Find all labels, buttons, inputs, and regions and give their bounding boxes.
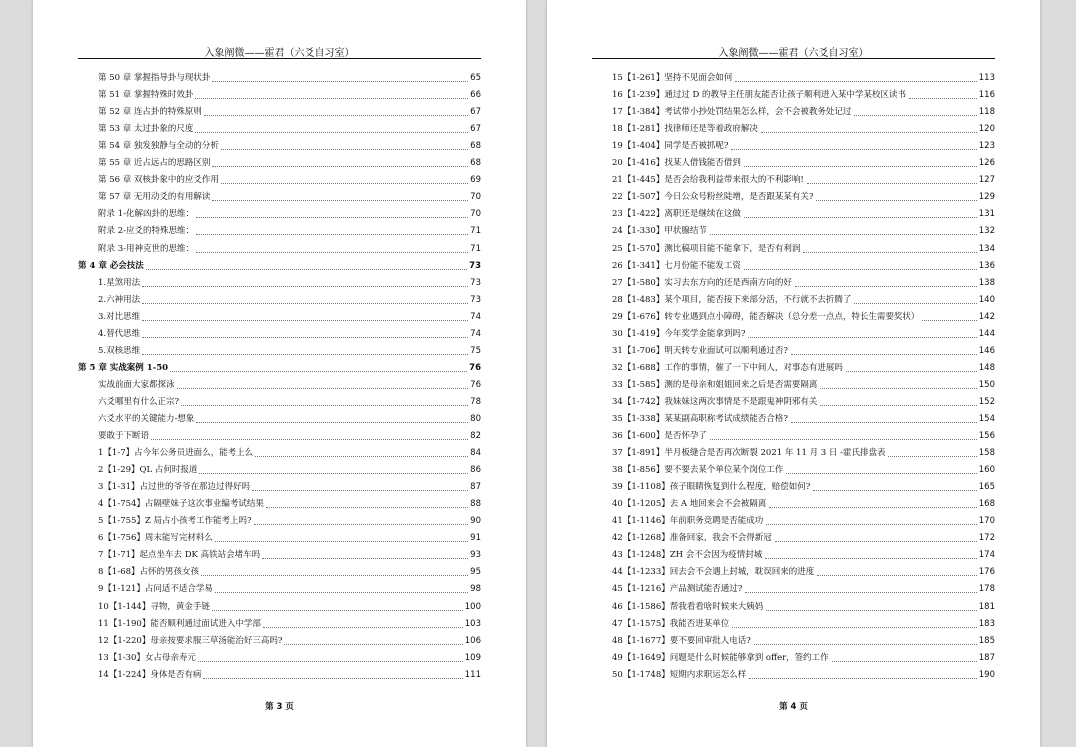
toc-dot-leader bbox=[195, 132, 468, 133]
toc-entry[interactable] bbox=[78, 425, 481, 442]
toc-entry[interactable] bbox=[592, 442, 995, 459]
toc-dot-leader bbox=[769, 507, 976, 508]
toc-entry-page-number: 66 bbox=[470, 90, 481, 101]
toc-entry[interactable] bbox=[592, 578, 995, 595]
toc-dot-leader bbox=[745, 592, 976, 593]
toc-entry[interactable] bbox=[592, 220, 995, 237]
toc-entry-page-number: 67 bbox=[470, 107, 481, 118]
toc-entry-page-number: 68 bbox=[470, 141, 481, 152]
toc-entry[interactable] bbox=[592, 67, 995, 84]
page-header: 入象阐微——霍君（六爻自习室） bbox=[204, 48, 355, 59]
toc-entry-title: 7【1-71】起点坐车去 DK 高铁站会堵车吗 bbox=[98, 550, 261, 561]
toc-dot-leader bbox=[204, 115, 468, 116]
toc-dot-leader bbox=[177, 388, 469, 389]
toc-dot-leader bbox=[221, 183, 468, 184]
toc-entry-page-number: 73 bbox=[470, 277, 481, 288]
toc-entry[interactable] bbox=[78, 220, 481, 237]
toc-entry-title: 1【1-7】占今年公务员进面么，能考上么 bbox=[98, 448, 254, 459]
toc-entry-page-number: 67 bbox=[470, 124, 481, 135]
toc-entry-title: 21【1-445】是否会给我利益带来很大的不利影响! bbox=[612, 175, 804, 186]
toc-entry-page-number: 148 bbox=[978, 362, 995, 373]
toc-entry-page-number: 168 bbox=[978, 499, 995, 510]
toc-entry[interactable] bbox=[78, 561, 481, 578]
toc-entry-page-number: 75 bbox=[470, 345, 481, 356]
toc-entry[interactable] bbox=[592, 630, 995, 647]
toc-entry[interactable] bbox=[78, 237, 481, 254]
toc-entry-page-number: 144 bbox=[978, 328, 995, 339]
toc-entry-title: 36【1-600】是否怀孕了 bbox=[612, 431, 707, 442]
toc-entry-page-number: 70 bbox=[470, 192, 481, 203]
toc-dot-leader bbox=[922, 320, 976, 321]
toc-dot-leader bbox=[854, 303, 976, 304]
toc-entry-page-number: 70 bbox=[470, 209, 481, 220]
toc-dot-leader bbox=[146, 269, 467, 270]
toc-dot-leader bbox=[252, 490, 468, 491]
toc-entry-title: 49【1-1649】问题是什么时候能够拿到 offer，签约工作 bbox=[612, 652, 829, 663]
toc-entry-title: 23【1-422】离职还是继续在这做 bbox=[612, 209, 741, 220]
toc-entry-page-number: 73 bbox=[470, 294, 481, 305]
toc-entry[interactable] bbox=[592, 561, 995, 578]
toc-entry-page-number: 71 bbox=[470, 243, 481, 254]
toc-entry[interactable] bbox=[592, 135, 995, 152]
toc-dot-leader bbox=[142, 286, 468, 287]
toc-entry-title: 29【1-676】转专业遇到点小障碍，能否解决（总分差一点点，特长生需要奖状） bbox=[612, 311, 920, 322]
toc-entry-title: 17【1-384】考试带小抄处罚结果怎么样，会不会被教务处记过 bbox=[612, 107, 852, 118]
toc-entry-page-number: 190 bbox=[978, 669, 995, 680]
toc-entry[interactable] bbox=[592, 340, 995, 357]
toc-entry[interactable] bbox=[78, 67, 481, 84]
toc-entry-page-number: 113 bbox=[978, 73, 995, 84]
toc-entry[interactable] bbox=[592, 237, 995, 254]
toc-entry-page-number: 87 bbox=[470, 482, 481, 493]
toc-entry-title: 27【1-580】实习去东方向的还是西南方向的好 bbox=[612, 277, 792, 288]
toc-entry[interactable] bbox=[78, 169, 481, 186]
toc-entry-title: 六爻水平的关键能力-想象 bbox=[98, 413, 195, 424]
toc-entry-page-number: 109 bbox=[464, 652, 481, 663]
toc-entry-page-number: 73 bbox=[469, 260, 481, 271]
toc-entry-title: 10【1-144】寻物，黄金手链 bbox=[98, 601, 210, 612]
toc-entry[interactable] bbox=[592, 289, 995, 306]
toc-entry[interactable] bbox=[592, 84, 995, 101]
toc-dot-leader bbox=[744, 269, 977, 270]
toc-entry[interactable] bbox=[592, 476, 995, 493]
toc-entry-page-number: 158 bbox=[978, 448, 995, 459]
toc-entry[interactable] bbox=[78, 101, 481, 118]
toc-entry-title: 15【1-261】坚持不见面会如何 bbox=[612, 73, 733, 84]
toc-entry[interactable] bbox=[592, 459, 995, 476]
toc-entry-title: 46【1-1586】帮我看看啥时候来大姨妈 bbox=[612, 601, 764, 612]
toc-dot-leader bbox=[710, 234, 977, 235]
toc-entry[interactable] bbox=[592, 613, 995, 630]
toc-entry[interactable] bbox=[592, 647, 995, 664]
toc-entry[interactable] bbox=[592, 203, 995, 220]
toc-entry-page-number: 160 bbox=[978, 465, 995, 476]
toc-entry-title: 9【1-121】占问适不适合学易 bbox=[98, 584, 213, 595]
toc-dot-leader bbox=[820, 405, 976, 406]
toc-entry-page-number: 172 bbox=[978, 533, 995, 544]
toc-entry-title: 要敢于下断语 bbox=[98, 431, 150, 442]
toc-entry-title: 14【1-224】身体是否有病 bbox=[98, 669, 202, 680]
toc-entry[interactable] bbox=[78, 289, 481, 306]
toc-entry-page-number: 120 bbox=[978, 124, 995, 135]
toc-entry-title: 第 52 章 连占卦的特殊原则 bbox=[98, 107, 202, 118]
toc-entry-page-number: 136 bbox=[978, 260, 995, 271]
toc-entry[interactable] bbox=[592, 544, 995, 561]
toc-entry-title: 43【1-1248】ZH 会不会因为疫情封城 bbox=[612, 550, 763, 561]
toc-entry-page-number: 93 bbox=[470, 550, 481, 561]
toc-entry[interactable] bbox=[78, 186, 481, 203]
toc-entry-page-number: 176 bbox=[978, 567, 995, 578]
toc-dot-leader bbox=[816, 200, 976, 201]
table-of-contents bbox=[78, 67, 481, 681]
toc-entry-title: 41【1-1146】年前职务竞聘是否能成功 bbox=[612, 516, 764, 527]
toc-entry-title: 5【1-755】Z 局占小孩考工作能考上吗? bbox=[98, 516, 252, 527]
toc-dot-leader bbox=[731, 149, 976, 150]
toc-entry[interactable] bbox=[78, 391, 481, 408]
toc-dot-leader bbox=[803, 252, 976, 253]
toc-entry-title: 40【1-1205】去 A 地回来会不会被隔离 bbox=[612, 499, 767, 510]
toc-entry-title: 第 50 章 掌握指导卦与现状卦 bbox=[98, 73, 211, 84]
toc-entry-title: 42【1-1268】准备回家，我会不会得新冠 bbox=[612, 533, 772, 544]
toc-entry[interactable] bbox=[78, 408, 481, 425]
toc-dot-leader bbox=[142, 320, 468, 321]
toc-entry-page-number: 106 bbox=[464, 635, 481, 646]
toc-dot-leader bbox=[203, 678, 462, 679]
toc-entry-page-number: 95 bbox=[470, 567, 481, 578]
toc-entry[interactable] bbox=[78, 493, 481, 510]
toc-entry-page-number: 140 bbox=[978, 294, 995, 305]
toc-entry[interactable] bbox=[78, 442, 481, 459]
toc-entry-page-number: 183 bbox=[978, 618, 995, 629]
toc-dot-leader bbox=[198, 661, 463, 662]
toc-entry[interactable] bbox=[592, 118, 995, 135]
toc-dot-leader bbox=[199, 473, 468, 474]
toc-entry[interactable] bbox=[592, 493, 995, 510]
toc-entry-page-number: 132 bbox=[978, 226, 995, 237]
toc-entry-page-number: 116 bbox=[978, 90, 995, 101]
page-header: 入象阐微——霍君（六爻自习室） bbox=[718, 48, 869, 59]
toc-dot-leader bbox=[266, 507, 468, 508]
toc-entry[interactable] bbox=[592, 408, 995, 425]
toc-dot-leader bbox=[170, 371, 467, 372]
toc-entry-title: 25【1-570】测比稿项目能不能拿下，是否有利润 bbox=[612, 243, 801, 254]
toc-entry-title: 实战前面大家都探泳 bbox=[98, 379, 175, 390]
toc-entry[interactable] bbox=[592, 374, 995, 391]
toc-entry[interactable] bbox=[78, 510, 481, 527]
toc-entry-page-number: 129 bbox=[978, 192, 995, 203]
toc-entry-title: 附录 3-用神克世的思维： bbox=[98, 243, 194, 254]
toc-entry-page-number: 91 bbox=[470, 533, 481, 544]
toc-entry[interactable] bbox=[592, 323, 995, 340]
toc-entry-title: 31【1-706】明天转专业面试可以顺利通过否? bbox=[612, 345, 788, 356]
document-page-4 bbox=[547, 0, 1040, 747]
toc-entry[interactable] bbox=[592, 391, 995, 408]
toc-entry-title: 第 55 章 近占远占的思路区别 bbox=[98, 158, 211, 169]
toc-entry[interactable] bbox=[78, 357, 481, 374]
toc-entry-title: 24【1-330】甲状腺结节 bbox=[612, 226, 707, 237]
toc-entry[interactable] bbox=[78, 152, 481, 169]
toc-entry-page-number: 118 bbox=[978, 107, 995, 118]
toc-entry-page-number: 131 bbox=[978, 209, 995, 220]
toc-entry-title: 19【1-404】同学是否被抓呢? bbox=[612, 141, 729, 152]
toc-entry-page-number: 174 bbox=[978, 550, 995, 561]
toc-entry-page-number: 74 bbox=[470, 311, 481, 322]
toc-entry[interactable] bbox=[78, 203, 481, 220]
toc-entry-title: 1.星煞用法 bbox=[98, 277, 141, 288]
toc-entry[interactable] bbox=[78, 306, 481, 323]
toc-entry[interactable] bbox=[78, 595, 481, 612]
toc-dot-leader bbox=[262, 558, 468, 559]
toc-entry-page-number: 86 bbox=[470, 465, 481, 476]
toc-dot-leader bbox=[754, 644, 977, 645]
toc-dot-leader bbox=[212, 610, 463, 611]
toc-entry-title: 38【1-856】要不要去某个单位某个岗位工作 bbox=[612, 465, 784, 476]
toc-entry-title: 2【1-29】QL 占何时报道 bbox=[98, 465, 198, 476]
toc-entry-page-number: 150 bbox=[978, 379, 995, 390]
toc-dot-leader bbox=[775, 541, 977, 542]
toc-dot-leader bbox=[196, 217, 468, 218]
toc-entry-title: 20【1-416】找某人借钱能否借到 bbox=[612, 158, 741, 169]
toc-entry-page-number: 126 bbox=[978, 158, 995, 169]
toc-entry-title: 30【1-419】今年奖学金能拿到吗? bbox=[612, 328, 746, 339]
toc-entry-page-number: 134 bbox=[978, 243, 995, 254]
toc-entry-title: 第 4 章 必会技法 bbox=[78, 260, 144, 271]
toc-dot-leader bbox=[735, 81, 976, 82]
toc-entry-page-number: 78 bbox=[470, 396, 481, 407]
toc-dot-leader bbox=[263, 627, 463, 628]
toc-dot-leader bbox=[786, 473, 976, 474]
toc-dot-leader bbox=[765, 558, 977, 559]
toc-entry[interactable] bbox=[592, 510, 995, 527]
toc-entry[interactable] bbox=[592, 664, 995, 681]
toc-entry-title: 第 5 章 实战案例 1-50 bbox=[78, 362, 169, 373]
toc-entry-page-number: 76 bbox=[470, 379, 481, 390]
toc-entry[interactable] bbox=[78, 340, 481, 357]
toc-entry-title: 13【1-30】女占母亲寿元 bbox=[98, 652, 196, 663]
toc-dot-leader bbox=[732, 627, 977, 628]
toc-entry-page-number: 146 bbox=[978, 345, 995, 356]
toc-dot-leader bbox=[832, 661, 977, 662]
toc-entry-page-number: 71 bbox=[470, 226, 481, 237]
toc-dot-leader bbox=[284, 644, 462, 645]
toc-entry[interactable] bbox=[592, 306, 995, 323]
toc-dot-leader bbox=[181, 405, 468, 406]
toc-entry-title: 16【1-239】通过过 D 的教导主任朋友能否让孩子顺利进入某中学某校区读书 bbox=[612, 90, 907, 101]
toc-entry-page-number: 84 bbox=[470, 448, 481, 459]
toc-entry[interactable] bbox=[78, 459, 481, 476]
toc-entry-page-number: 178 bbox=[978, 584, 995, 595]
toc-dot-leader bbox=[254, 524, 469, 525]
page-footer: 第 3 页 bbox=[265, 702, 294, 712]
toc-entry-title: 3.对比思维 bbox=[98, 311, 141, 322]
toc-dot-leader bbox=[888, 456, 976, 457]
toc-dot-leader bbox=[749, 678, 977, 679]
toc-entry-page-number: 181 bbox=[978, 601, 995, 612]
toc-dot-leader bbox=[212, 166, 468, 167]
header-divider bbox=[78, 58, 481, 59]
toc-entry-title: 附录 2-应爻的特殊思维： bbox=[98, 226, 194, 237]
toc-entry-page-number: 123 bbox=[978, 141, 995, 152]
toc-entry-page-number: 152 bbox=[978, 396, 995, 407]
toc-entry-title: 26【1-341】七月份能不能发工资 bbox=[612, 260, 741, 271]
toc-entry[interactable] bbox=[592, 152, 995, 169]
toc-entry[interactable] bbox=[592, 186, 995, 203]
toc-entry-page-number: 98 bbox=[470, 584, 481, 595]
toc-entry[interactable] bbox=[592, 255, 995, 272]
toc-entry[interactable] bbox=[78, 476, 481, 493]
toc-entry[interactable] bbox=[78, 630, 481, 647]
toc-entry[interactable] bbox=[78, 272, 481, 289]
toc-entry-title: 45【1-1216】产品测试能否通过? bbox=[612, 584, 743, 595]
toc-entry[interactable] bbox=[78, 135, 481, 152]
toc-entry-title: 11【1-190】能否顺利通过面试进入中学部 bbox=[98, 618, 261, 629]
toc-entry-title: 第 51 章 掌握特殊时效卦 bbox=[98, 90, 194, 101]
toc-entry[interactable] bbox=[592, 169, 995, 186]
toc-entry-page-number: 74 bbox=[470, 328, 481, 339]
toc-dot-leader bbox=[909, 98, 977, 99]
toc-entry[interactable] bbox=[592, 425, 995, 442]
toc-dot-leader bbox=[215, 592, 468, 593]
toc-entry[interactable] bbox=[592, 595, 995, 612]
toc-entry[interactable] bbox=[592, 357, 995, 374]
toc-entry-page-number: 156 bbox=[978, 431, 995, 442]
toc-entry-title: 18【1-281】找律师还是等着政府解决 bbox=[612, 124, 758, 135]
toc-entry-page-number: 138 bbox=[978, 277, 995, 288]
toc-entry[interactable] bbox=[78, 527, 481, 544]
toc-entry-title: 第 53 章 太过卦象的尺度 bbox=[98, 124, 194, 135]
toc-entry-title: 34【1-742】我妹妹这两次事情是不是跟鬼神阴邪有关 bbox=[612, 396, 818, 407]
toc-entry-title: 附录 1-化解凶卦的思维： bbox=[98, 209, 194, 220]
toc-dot-leader bbox=[196, 422, 468, 423]
toc-entry[interactable] bbox=[592, 527, 995, 544]
toc-entry-page-number: 170 bbox=[978, 516, 995, 527]
toc-entry-page-number: 103 bbox=[464, 618, 481, 629]
toc-dot-leader bbox=[820, 388, 976, 389]
toc-entry[interactable] bbox=[592, 272, 995, 289]
toc-dot-leader bbox=[142, 337, 468, 338]
toc-dot-leader bbox=[710, 439, 977, 440]
toc-dot-leader bbox=[791, 422, 977, 423]
toc-dot-leader bbox=[817, 575, 977, 576]
toc-dot-leader bbox=[854, 115, 976, 116]
toc-entry-page-number: 185 bbox=[978, 635, 995, 646]
toc-entry-page-number: 65 bbox=[470, 73, 481, 84]
toc-entry[interactable] bbox=[78, 374, 481, 391]
toc-dot-leader bbox=[766, 610, 977, 611]
toc-entry-title: 48【1-1677】要不要回审批人电话? bbox=[612, 635, 751, 646]
toc-entry-title: 47【1-1575】我能否进某单位 bbox=[612, 618, 730, 629]
toc-entry-title: 6【1-756】周末能写完材料么 bbox=[98, 533, 213, 544]
toc-entry[interactable] bbox=[78, 323, 481, 340]
toc-dot-leader bbox=[748, 337, 976, 338]
toc-entry-page-number: 187 bbox=[978, 652, 995, 663]
toc-dot-leader bbox=[196, 234, 468, 235]
toc-entry-title: 28【1-483】某个项目，能否接下来部分活，不行就不去折腾了 bbox=[612, 294, 852, 305]
toc-entry-title: 第 57 章 无用动爻的有用解读 bbox=[98, 192, 211, 203]
toc-entry[interactable] bbox=[78, 84, 481, 101]
toc-entry-page-number: 80 bbox=[470, 413, 481, 424]
toc-entry-title: 37【1-891】半月板缝合是否再次断裂 2021 年 11 月 3 日 -霍氏排盘表 bbox=[612, 448, 886, 459]
toc-dot-leader bbox=[807, 183, 977, 184]
toc-entry-title: 44【1-1233】回去会不会遇上封城，耽误回来的进度 bbox=[612, 567, 815, 578]
toc-dot-leader bbox=[151, 439, 468, 440]
toc-entry[interactable] bbox=[78, 118, 481, 135]
toc-entry-title: 33【1-585】测的是母亲和姐姐回来之后是否需要隔离 bbox=[612, 379, 818, 390]
toc-entry-page-number: 82 bbox=[470, 431, 481, 442]
toc-dot-leader bbox=[255, 456, 468, 457]
toc-entry-page-number: 69 bbox=[470, 175, 481, 186]
toc-entry-title: 35【1-338】某某副高职称考试成绩能否合格? bbox=[612, 413, 788, 424]
toc-entry-page-number: 88 bbox=[470, 499, 481, 510]
toc-entry-title: 第 54 章 独发独静与全动的分析 bbox=[98, 141, 219, 152]
toc-entry-title: 2.六神用法 bbox=[98, 294, 141, 305]
toc-dot-leader bbox=[196, 252, 468, 253]
toc-entry-title: 22【1-507】今日公众号粉丝陡增，是否跟某某有关? bbox=[612, 192, 814, 203]
toc-dot-leader bbox=[212, 200, 468, 201]
toc-entry-title: 8【1-68】占怀的男孩女孩 bbox=[98, 567, 200, 578]
toc-entry-title: 3【1-31】占过世的爷爷在那边过得好吗 bbox=[98, 482, 251, 493]
page-footer: 第 4 页 bbox=[779, 702, 808, 712]
toc-entry[interactable] bbox=[78, 578, 481, 595]
document-page-3 bbox=[33, 0, 526, 747]
toc-entry[interactable] bbox=[78, 255, 481, 272]
toc-dot-leader bbox=[795, 286, 977, 287]
toc-entry-page-number: 100 bbox=[464, 601, 481, 612]
toc-entry[interactable] bbox=[78, 664, 481, 681]
toc-entry[interactable] bbox=[78, 544, 481, 561]
toc-dot-leader bbox=[761, 132, 977, 133]
toc-dot-leader bbox=[766, 524, 977, 525]
toc-dot-leader bbox=[212, 81, 468, 82]
toc-entry[interactable] bbox=[78, 647, 481, 664]
toc-entry-page-number: 127 bbox=[978, 175, 995, 186]
toc-dot-leader bbox=[142, 354, 468, 355]
toc-dot-leader bbox=[813, 490, 976, 491]
toc-dot-leader bbox=[744, 166, 977, 167]
toc-dot-leader bbox=[215, 541, 468, 542]
toc-entry-page-number: 142 bbox=[978, 311, 995, 322]
toc-entry-page-number: 111 bbox=[464, 669, 481, 680]
toc-entry-title: 第 56 章 双核卦象中的应爻作用 bbox=[98, 175, 219, 186]
header-divider bbox=[592, 58, 995, 59]
toc-entry-title: 六爻哪里有什么正宗? bbox=[98, 396, 180, 407]
toc-dot-leader bbox=[142, 303, 468, 304]
toc-dot-leader bbox=[744, 217, 977, 218]
toc-entry-title: 50【1-1748】短期内求职运怎么样 bbox=[612, 669, 747, 680]
toc-dot-leader bbox=[221, 149, 468, 150]
toc-entry-title: 12【1-220】母亲按要求服三草汤能治好三高吗? bbox=[98, 635, 283, 646]
toc-dot-leader bbox=[195, 98, 468, 99]
toc-entry-title: 4.替代思维 bbox=[98, 328, 141, 339]
toc-entry-title: 32【1-688】工作的事情，催了一下中间人，对事态有进展吗 bbox=[612, 362, 843, 373]
toc-dot-leader bbox=[201, 575, 468, 576]
toc-dot-leader bbox=[846, 371, 977, 372]
toc-entry-page-number: 154 bbox=[978, 413, 995, 424]
toc-entry-title: 4【1-754】占隔壁妹子这次事业编考试结果 bbox=[98, 499, 264, 510]
toc-entry-title: 39【1-1108】孩子眼睛恢复到什么程度，赔偿如何? bbox=[612, 482, 811, 493]
toc-entry-page-number: 90 bbox=[470, 516, 481, 527]
toc-entry-page-number: 68 bbox=[470, 158, 481, 169]
table-of-contents bbox=[592, 67, 995, 681]
toc-entry[interactable] bbox=[78, 613, 481, 630]
toc-dot-leader bbox=[791, 354, 977, 355]
toc-entry-page-number: 76 bbox=[469, 362, 481, 373]
toc-entry[interactable] bbox=[592, 101, 995, 118]
toc-entry-title: 5.双核思维 bbox=[98, 345, 141, 356]
toc-entry-page-number: 165 bbox=[978, 482, 995, 493]
